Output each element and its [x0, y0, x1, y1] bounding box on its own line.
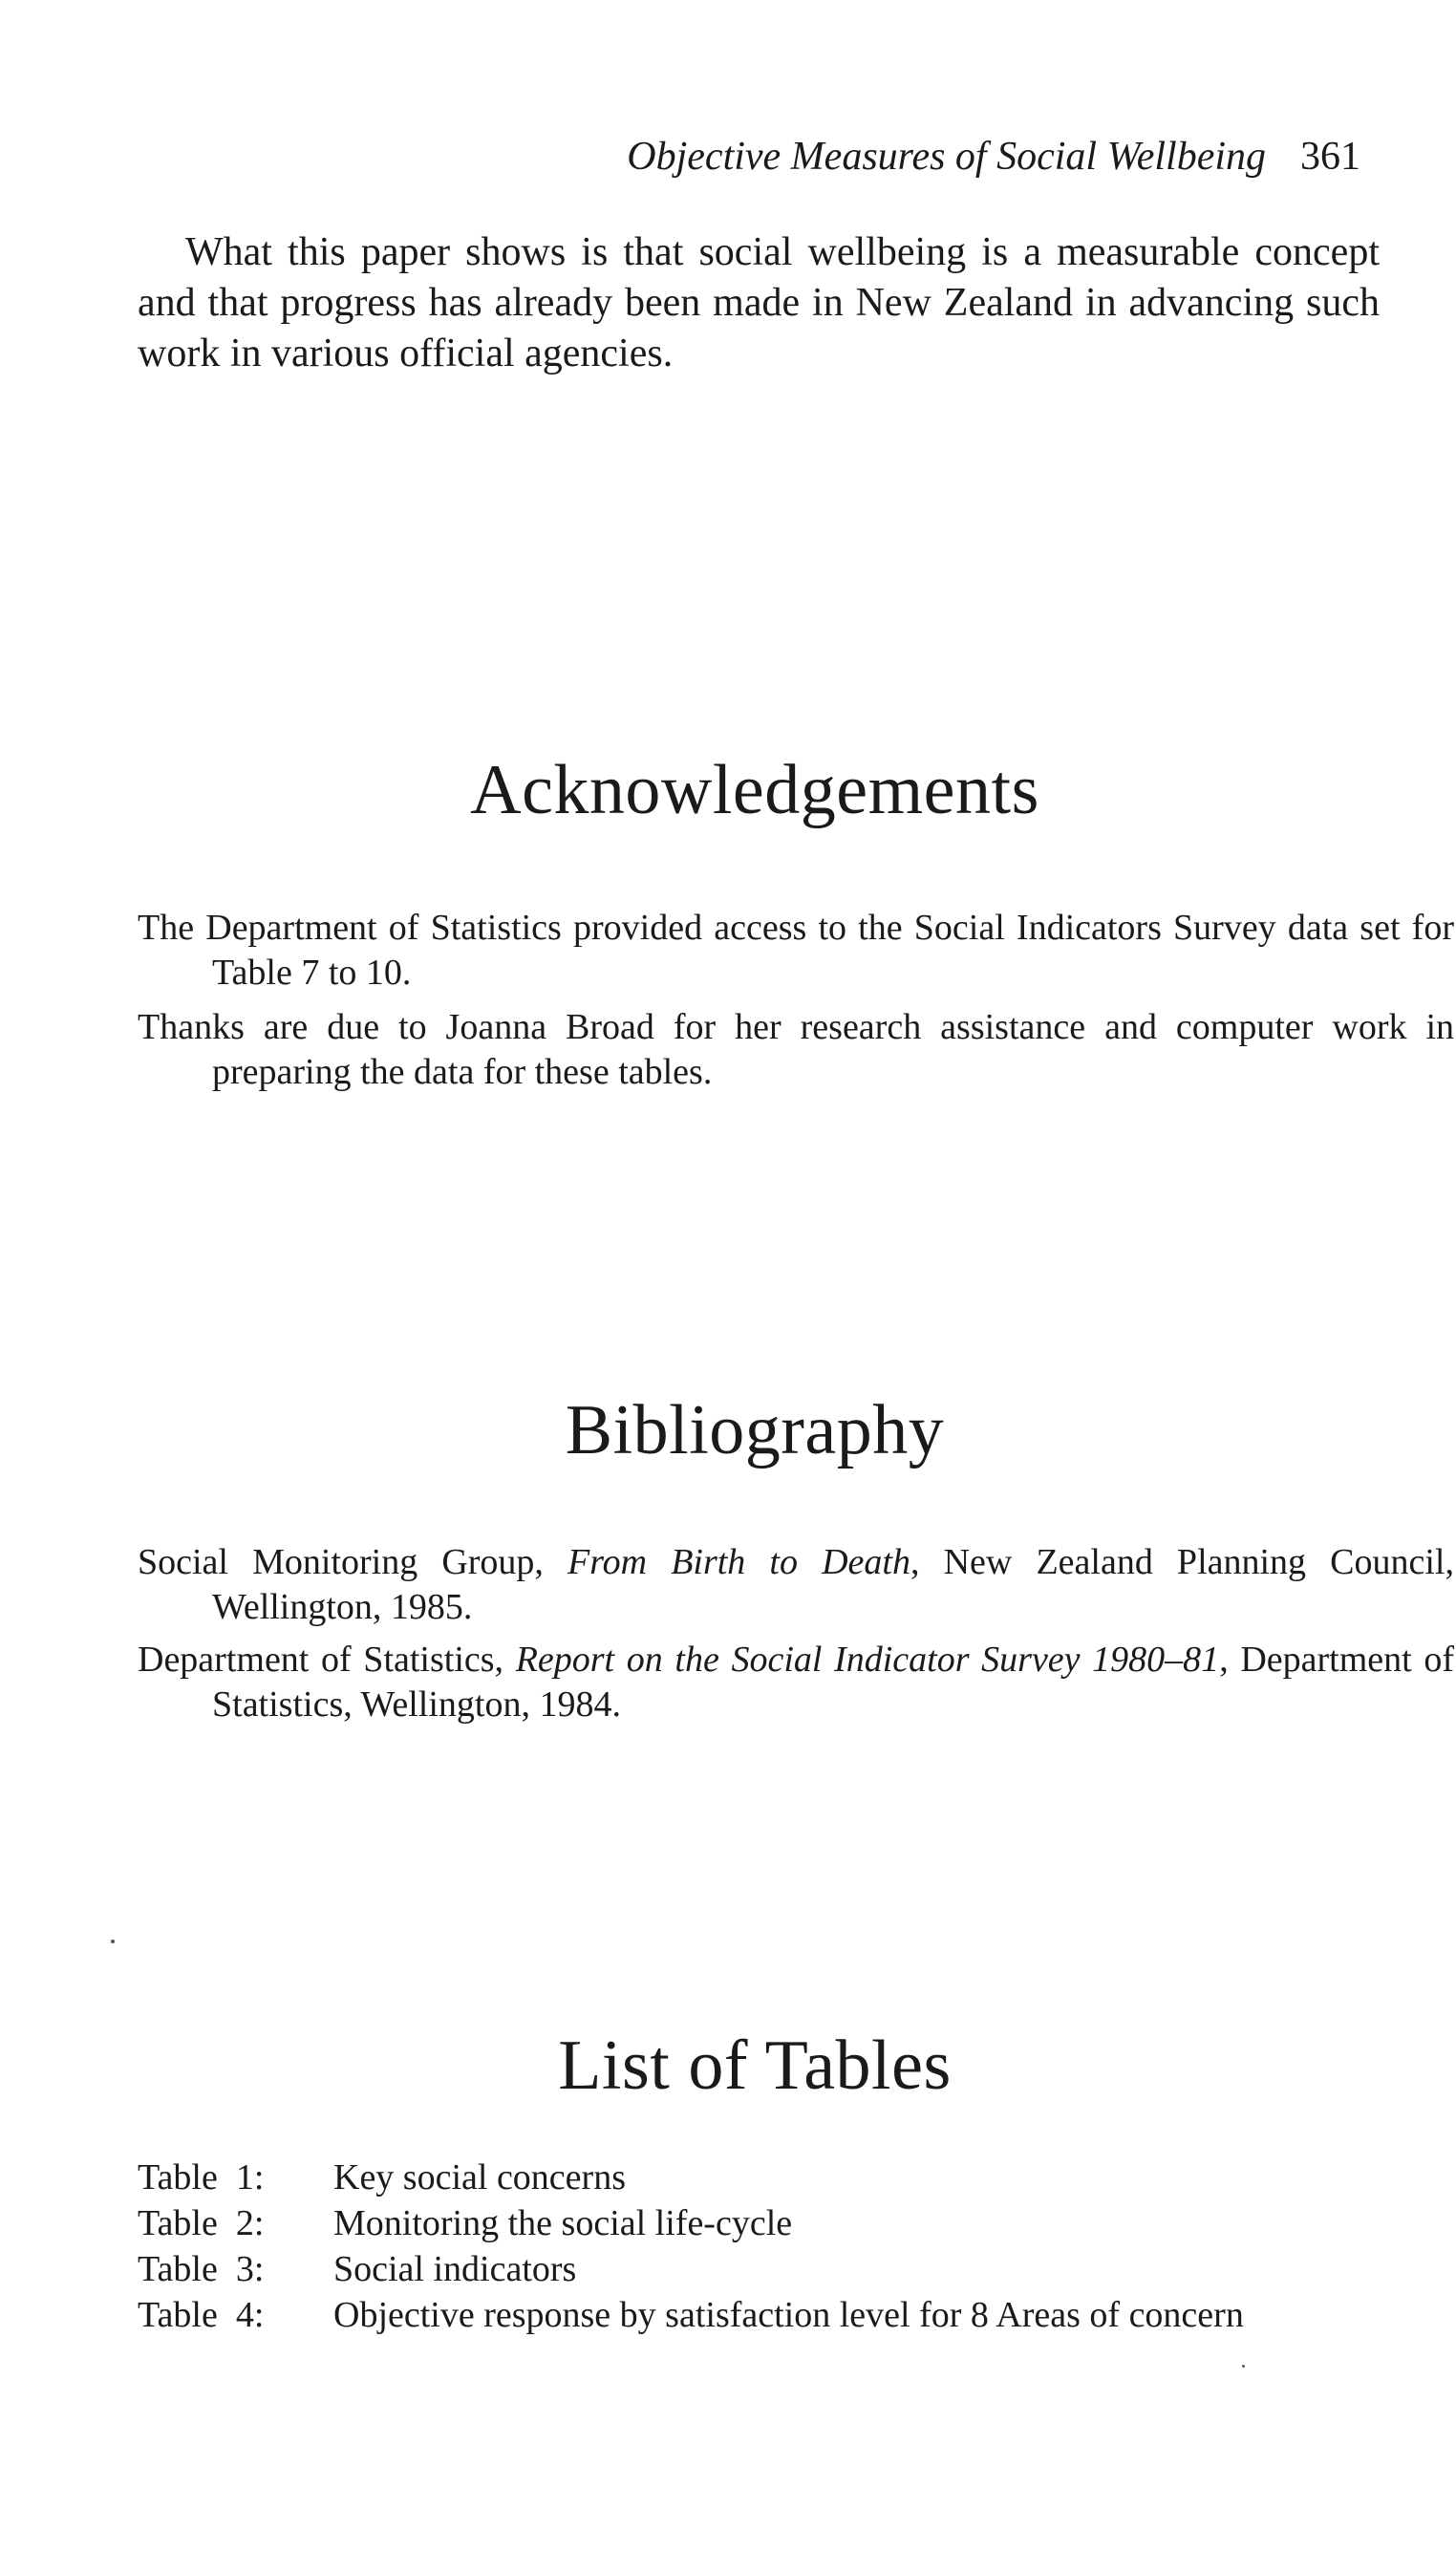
table-description: Monitoring the social life-cycle [333, 2203, 793, 2243]
intro-paragraph: What this paper shows is that social wellbeing is a measurable concept and that progress has already been made in New Zealand in advancing such work in various official agencies. [138, 230, 1380, 375]
bib-author: Department of Statistics, [138, 1640, 516, 1680]
table-description: Objective response by satisfaction level for 8 Areas of concern [333, 2295, 1244, 2335]
bibliography-entry [138, 1540, 1454, 1630]
running-head [627, 134, 1360, 180]
table-list-item [138, 2292, 1313, 2338]
list-of-tables [138, 2155, 1313, 2338]
running-head-title: Objective Measures of Social Wellbeing [627, 135, 1266, 179]
bibliography-entry [138, 1638, 1454, 1727]
table-list-item [138, 2200, 1313, 2246]
print-speck [111, 1940, 115, 1943]
bib-title: From Birth to Death [567, 1542, 910, 1582]
acknowledgements-heading: Acknowledgements [470, 751, 1039, 829]
table-description: Social indicators [333, 2249, 577, 2289]
table-label: Table 2: [138, 2203, 265, 2243]
bib-publication: , New Zealand Planning Council, Wellington, 1985. [212, 1542, 1454, 1627]
page-number: 361 [1300, 135, 1360, 179]
acknowledgement-entry: The Department of Statistics provided access to the Social Indicators Survey data set for Table 7 to 10. [138, 908, 1454, 993]
table-list-item [138, 2246, 1313, 2292]
bib-publication: , Department of Statistics, Wellington, 1984. [212, 1640, 1454, 1725]
bibliography-heading: Bibliography [565, 1391, 945, 1469]
bib-title: Report on the Social Indicator Survey 1980–81 [515, 1640, 1220, 1680]
table-label: Table 3: [138, 2249, 265, 2289]
table-label: Table 1: [138, 2157, 265, 2198]
print-speck [1242, 2365, 1245, 2368]
list-of-tables-heading: List of Tables [558, 2026, 952, 2105]
table-list-item [138, 2155, 1313, 2200]
bib-author: Social Monitoring Group, [138, 1542, 568, 1582]
table-description: Key social concerns [333, 2157, 626, 2198]
table-label: Table 4: [138, 2295, 265, 2335]
acknowledgement-entry: Thanks are due to Joanna Broad for her research assistance and computer work in preparing the data for these tables. [138, 1007, 1454, 1092]
